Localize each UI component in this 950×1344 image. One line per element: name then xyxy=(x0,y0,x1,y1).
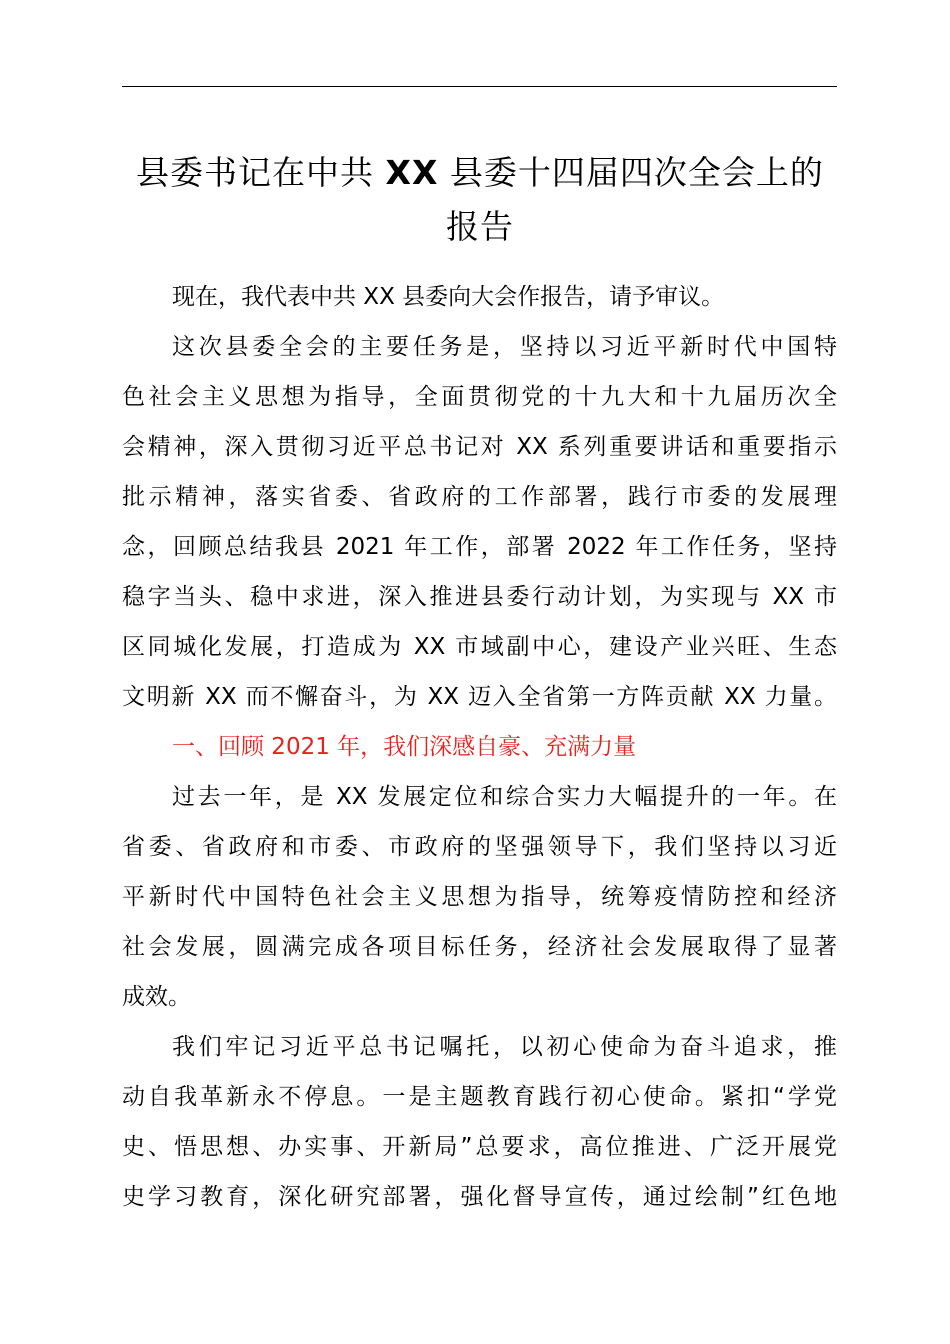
paragraph-line: 这次县委全会的主要任务是，坚持以习近平新时代中国特 xyxy=(172,334,837,360)
paragraph-line: 社会发展，圆满完成各项目标任务，经济社会发展取得了显著 xyxy=(122,934,837,960)
header-rule xyxy=(122,86,837,87)
title-part-1: 县委书记在中共 xyxy=(136,153,386,192)
paragraph-line: 过去一年，是 XX 发展定位和综合实力大幅提升的一年。在 xyxy=(172,784,837,810)
paragraph-line: 成效。 xyxy=(122,984,191,1010)
paragraph-line: 稳字当头、稳中求进，深入推进县委行动计划，为实现与 XX 市 xyxy=(122,584,837,610)
title-part-2: 县委十四届四次全会上的 xyxy=(438,153,824,192)
paragraph-line: 念，回顾总结我县 2021 年工作，部署 2022 年工作任务，坚持 xyxy=(122,534,837,560)
document-title xyxy=(110,146,850,254)
title-part-3: 报告 xyxy=(446,207,514,246)
paragraph-line: 区同城化发展，打造成为 XX 市域副中心，建设产业兴旺、生态 xyxy=(122,634,837,660)
paragraph-line: 文明新 XX 而不懈奋斗，为 XX 迈入全省第一方阵贡献 XX 力量。 xyxy=(122,684,837,710)
paragraph-line: 批示精神，落实省委、省政府的工作部署，践行市委的发展理 xyxy=(122,484,837,510)
paragraph-line: 会精神，深入贯彻习近平总书记对 XX 系列重要讲话和重要指示 xyxy=(122,434,837,460)
paragraph-line: 现在，我代表中共 XX 县委向大会作报告，请予审议。 xyxy=(172,284,725,310)
paragraph-line: 色社会主义思想为指导，全面贯彻党的十九大和十九届历次全 xyxy=(122,384,837,410)
paragraph-line: 动自我革新永不停息。一是主题教育践行初心使命。紧扣“学党 xyxy=(122,1084,837,1110)
title-xx: XX xyxy=(385,153,439,192)
paragraph-line: 省委、省政府和市委、市政府的坚强领导下，我们坚持以习近 xyxy=(122,834,837,860)
paragraph-line: 平新时代中国特色社会主义思想为指导，统筹疫情防控和经济 xyxy=(122,884,837,910)
paragraph-line: 史学习教育，深化研究部署，强化督导宣传，通过绘制”红色地 xyxy=(122,1184,837,1210)
paragraph-line: 史、悟思想、办实事、开新局”总要求，高位推进、广泛开展党 xyxy=(122,1134,837,1160)
document-body xyxy=(122,272,837,1222)
section-heading: 一、回顾 2021 年，我们深感自豪、充满力量 xyxy=(172,734,637,760)
paragraph-line: 我们牢记习近平总书记嘱托，以初心使命为奋斗追求，推 xyxy=(172,1034,837,1060)
